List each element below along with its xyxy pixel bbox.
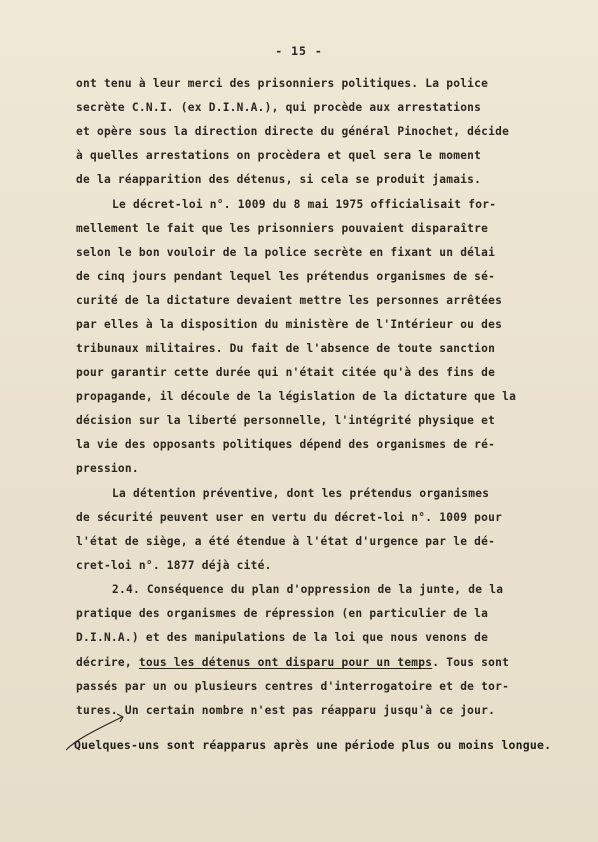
handwritten-note: Quelques-uns sont réapparus après une période plus ou moins longue. — [74, 738, 552, 752]
text-line: curité de la dictature devaient mettre les personnes arrêtées — [76, 294, 503, 307]
underlined-phrase: tous les détenus ont disparu pour un temps — [138, 656, 433, 669]
text-line: cret-loi n°. 1877 déjà cité. — [76, 559, 272, 572]
text-segment: . Tous sont — [432, 656, 510, 669]
text-line: La détention préventive, dont les prétendus organismes — [112, 487, 490, 500]
text-line: tures. Un certain nombre n'est pas réapparu jusqu'à ce jour. — [76, 704, 496, 717]
text-line: par elles à la disposition du ministère de l'Intérieur ou des — [76, 318, 503, 331]
text-line: propagande, il découle de la législation de la dictature que la — [76, 390, 517, 403]
text-line-underlined — [76, 656, 509, 670]
text-line: selon le bon vouloir de la police secrète en fixant un délai — [76, 246, 496, 259]
text-line: passés par un ou plusieurs centres d'interrogatoire et de tor- — [76, 680, 510, 693]
text-line: l'état de siège, a été étendue à l'état d'urgence par le dé- — [76, 535, 496, 548]
text-line: pression. — [76, 462, 139, 475]
text-line: la vie des opposants politiques dépend des organismes de ré- — [76, 438, 496, 451]
text-line: et opère sous la direction directe du général Pinochet, décide — [76, 125, 510, 138]
text-line: de cinq jours pendant lequel les prétendus organismes de sé- — [76, 270, 496, 283]
text-segment: décrire, — [76, 656, 139, 669]
text-line: ont tenu à leur merci des prisonniers politiques. La police — [76, 77, 489, 90]
text-line: mellement le fait que les prisonniers pouvaient disparaître — [76, 222, 489, 235]
text-line: tribunaux militaires. Du fait de l'absence de toute sanction — [76, 342, 496, 355]
text-line: Le décret-loi n°. 1009 du 8 mai 1975 officialisait for- — [112, 198, 497, 211]
text-line: de la réapparition des détenus, si cela se produit jamais. — [76, 173, 482, 186]
text-line: décision sur la liberté personnelle, l'intégrité physique et — [76, 414, 496, 427]
text-line: pour garantir cette durée qui n'était citée qu'à des fins de — [76, 366, 496, 379]
text-line: de sécurité peuvent user en vertu du décret-loi n°. 1009 pour — [76, 511, 503, 524]
text-line: secrète C.N.I. (ex D.I.N.A.), qui procède aux arrestations — [76, 101, 482, 114]
page-number: - 15 - — [275, 44, 323, 58]
text-line: 2.4. Conséquence du plan d'oppression de la junte, de la — [112, 583, 504, 596]
text-line: D.I.N.A.) et des manipulations de la loi que nous venons de — [76, 631, 489, 644]
text-line: à quelles arrestations on procèdera et quel sera le moment — [76, 149, 482, 162]
text-line: pratique des organismes de répression (en particulier de la — [76, 607, 489, 620]
